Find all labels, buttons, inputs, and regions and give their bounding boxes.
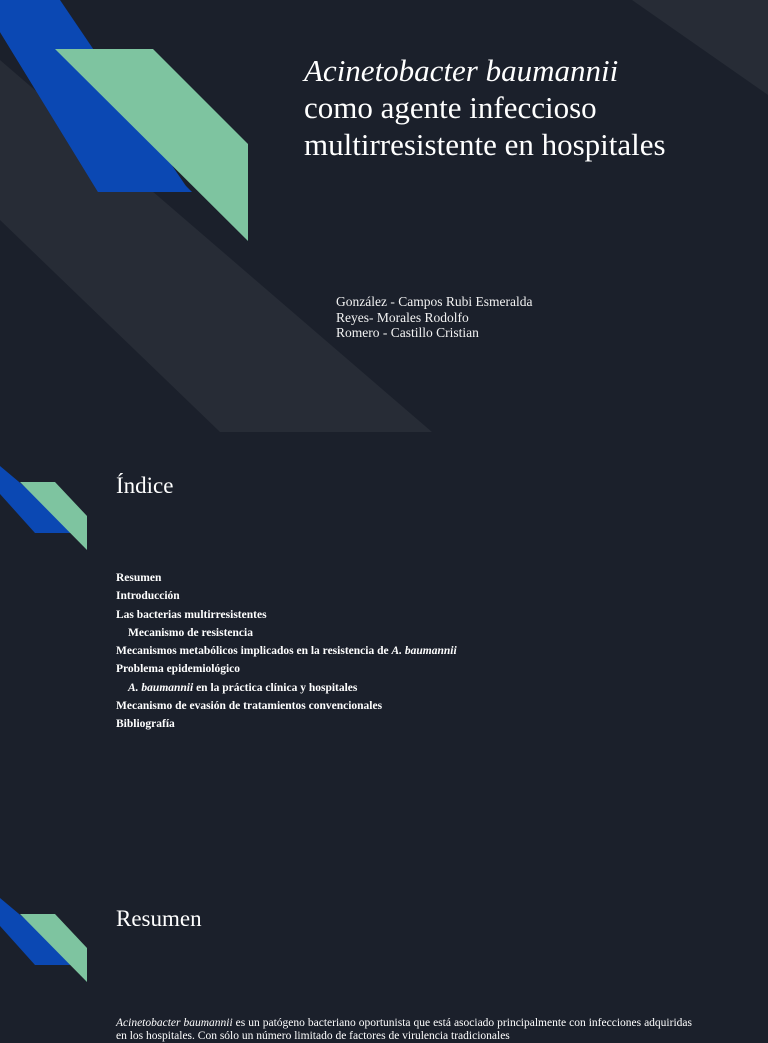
toc-item[interactable] [116,587,457,605]
toc-item-label: en la práctica clínica y hospitales [193,681,358,694]
toc-item-label: Introducción [116,590,180,603]
toc-item[interactable] [116,660,457,678]
summary-slide [0,864,768,1042]
toc-item[interactable] [116,697,457,715]
toc-item[interactable] [116,624,457,642]
author-name: Reyes- Morales Rodolfo [336,309,469,325]
toc-item-label: Las bacterias multirresistentes [116,608,267,621]
toc-item-label: Mecanismo de resistencia [128,626,253,639]
presentation-title [304,52,744,163]
decorative-corner-stripes [0,864,120,994]
species-name: Acinetobacter baumannii [116,1016,233,1029]
toc-item-label: Problema epidemiológico [116,663,241,676]
title-rest: como agente infeccioso multirresistente en hospitales [304,90,666,162]
toc-item-species: A. baumannii [391,645,457,658]
toc-item[interactable] [116,642,457,660]
toc-item-label: Resumen [116,572,162,584]
summary-paragraph [116,1017,692,1043]
toc-item[interactable] [116,679,457,697]
summary-text: es un patógeno bacteriano oportunista que está asociado principalmente con infecciones adquiridas en los hospitales. Con sólo un número limitado de factores de virulencia tradicionales [116,1016,692,1042]
index-heading: Índice [116,473,174,498]
author-list [336,294,532,341]
author-name: Romero - Castillo Cristian [336,325,479,340]
toc-item-label: Mecanismo de evasión de tratamientos convencionales [116,700,383,713]
toc-item[interactable] [116,606,457,624]
decorative-corner-stripes [0,432,120,562]
title-slide [0,0,768,432]
table-of-contents [116,569,457,734]
index-slide [0,432,768,864]
toc-item[interactable] [116,569,457,587]
summary-heading: Resumen [116,906,202,931]
author-name: González - Campos Rubi Esmeralda [336,294,533,309]
toc-item[interactable] [116,715,457,733]
title-italic: Acinetobacter baumannii [304,53,619,88]
toc-item-label: Bibliografía [116,718,175,731]
toc-item-species: A. baumannii [128,681,194,694]
toc-item-label: Mecanismos metabólicos implicados en la resistencia de [116,645,392,658]
